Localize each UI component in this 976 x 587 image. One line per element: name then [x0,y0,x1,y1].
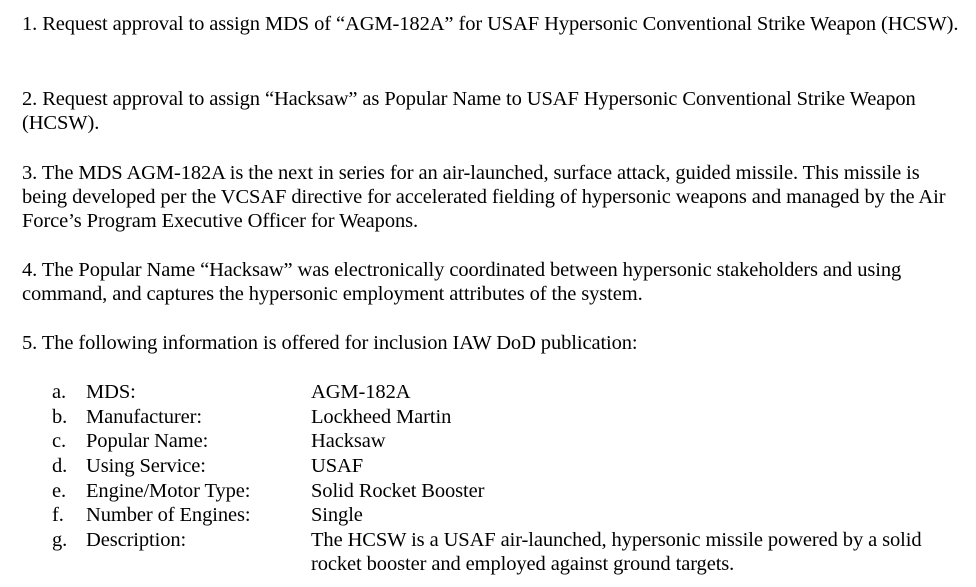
info-item-label: Number of Engines: [86,504,251,526]
info-item-value: The HCSW is a USAF air-launched, hypersonic missile powered by a solid rocket booster and employed against ground targets. [311,529,922,575]
info-item-value: Solid Rocket Booster [311,480,485,502]
info-item-label: Engine/Motor Type: [86,480,251,502]
info-item-engine-type [22,479,962,503]
info-item-value: Lockheed Martin [311,406,452,428]
info-item-mds [22,380,962,404]
info-item-label: Using Service: [86,455,206,477]
info-item-using-service [22,454,962,478]
info-item-label: Popular Name: [86,430,209,452]
info-item-label: Description: [86,529,187,551]
info-item-letter: d. [52,455,68,477]
paragraph-5: 5. The following information is offered for inclusion IAW DoD publication: [22,332,638,354]
info-item-letter: a. [52,381,67,403]
info-item-manufacturer [22,405,962,429]
paragraph-1: 1. Request approval to assign MDS of “AGM-182A” for USAF Hypersonic Conventional Strike Weapon (HCSW). [22,13,959,35]
paragraph-3: 3. The MDS AGM-182A is the next in series for an air-launched, surface attack, guided missile. This missile is being developed per the VCSAF directive for accelerated fielding of hypersonic weapons and managed by the Air Force’s Program Executive Officer for Weapons. [22,162,946,232]
info-item-letter: g. [52,529,68,551]
info-item-description [22,528,962,576]
info-item-popular-name [22,429,962,453]
info-item-label: MDS: [86,381,136,403]
info-item-letter: b. [52,406,68,428]
info-item-value: Single [311,504,363,526]
info-item-value: USAF [311,455,364,477]
info-item-letter: f. [52,504,64,526]
info-item-number-of-engines [22,503,962,527]
paragraph-2: 2. Request approval to assign “Hacksaw” as Popular Name to USAF Hypersonic Conventional Strike Weapon (HCSW). [22,88,916,134]
info-item-value: AGM-182A [311,381,411,403]
info-item-letter: c. [52,430,67,452]
info-item-label: Manufacturer: [86,406,202,428]
info-item-value: Hacksaw [311,430,386,452]
paragraph-4: 4. The Popular Name “Hacksaw” was electronically coordinated between hypersonic stakeholders and using command, and captures the hypersonic employment attributes of the system. [22,259,902,305]
info-item-letter: e. [52,480,67,502]
